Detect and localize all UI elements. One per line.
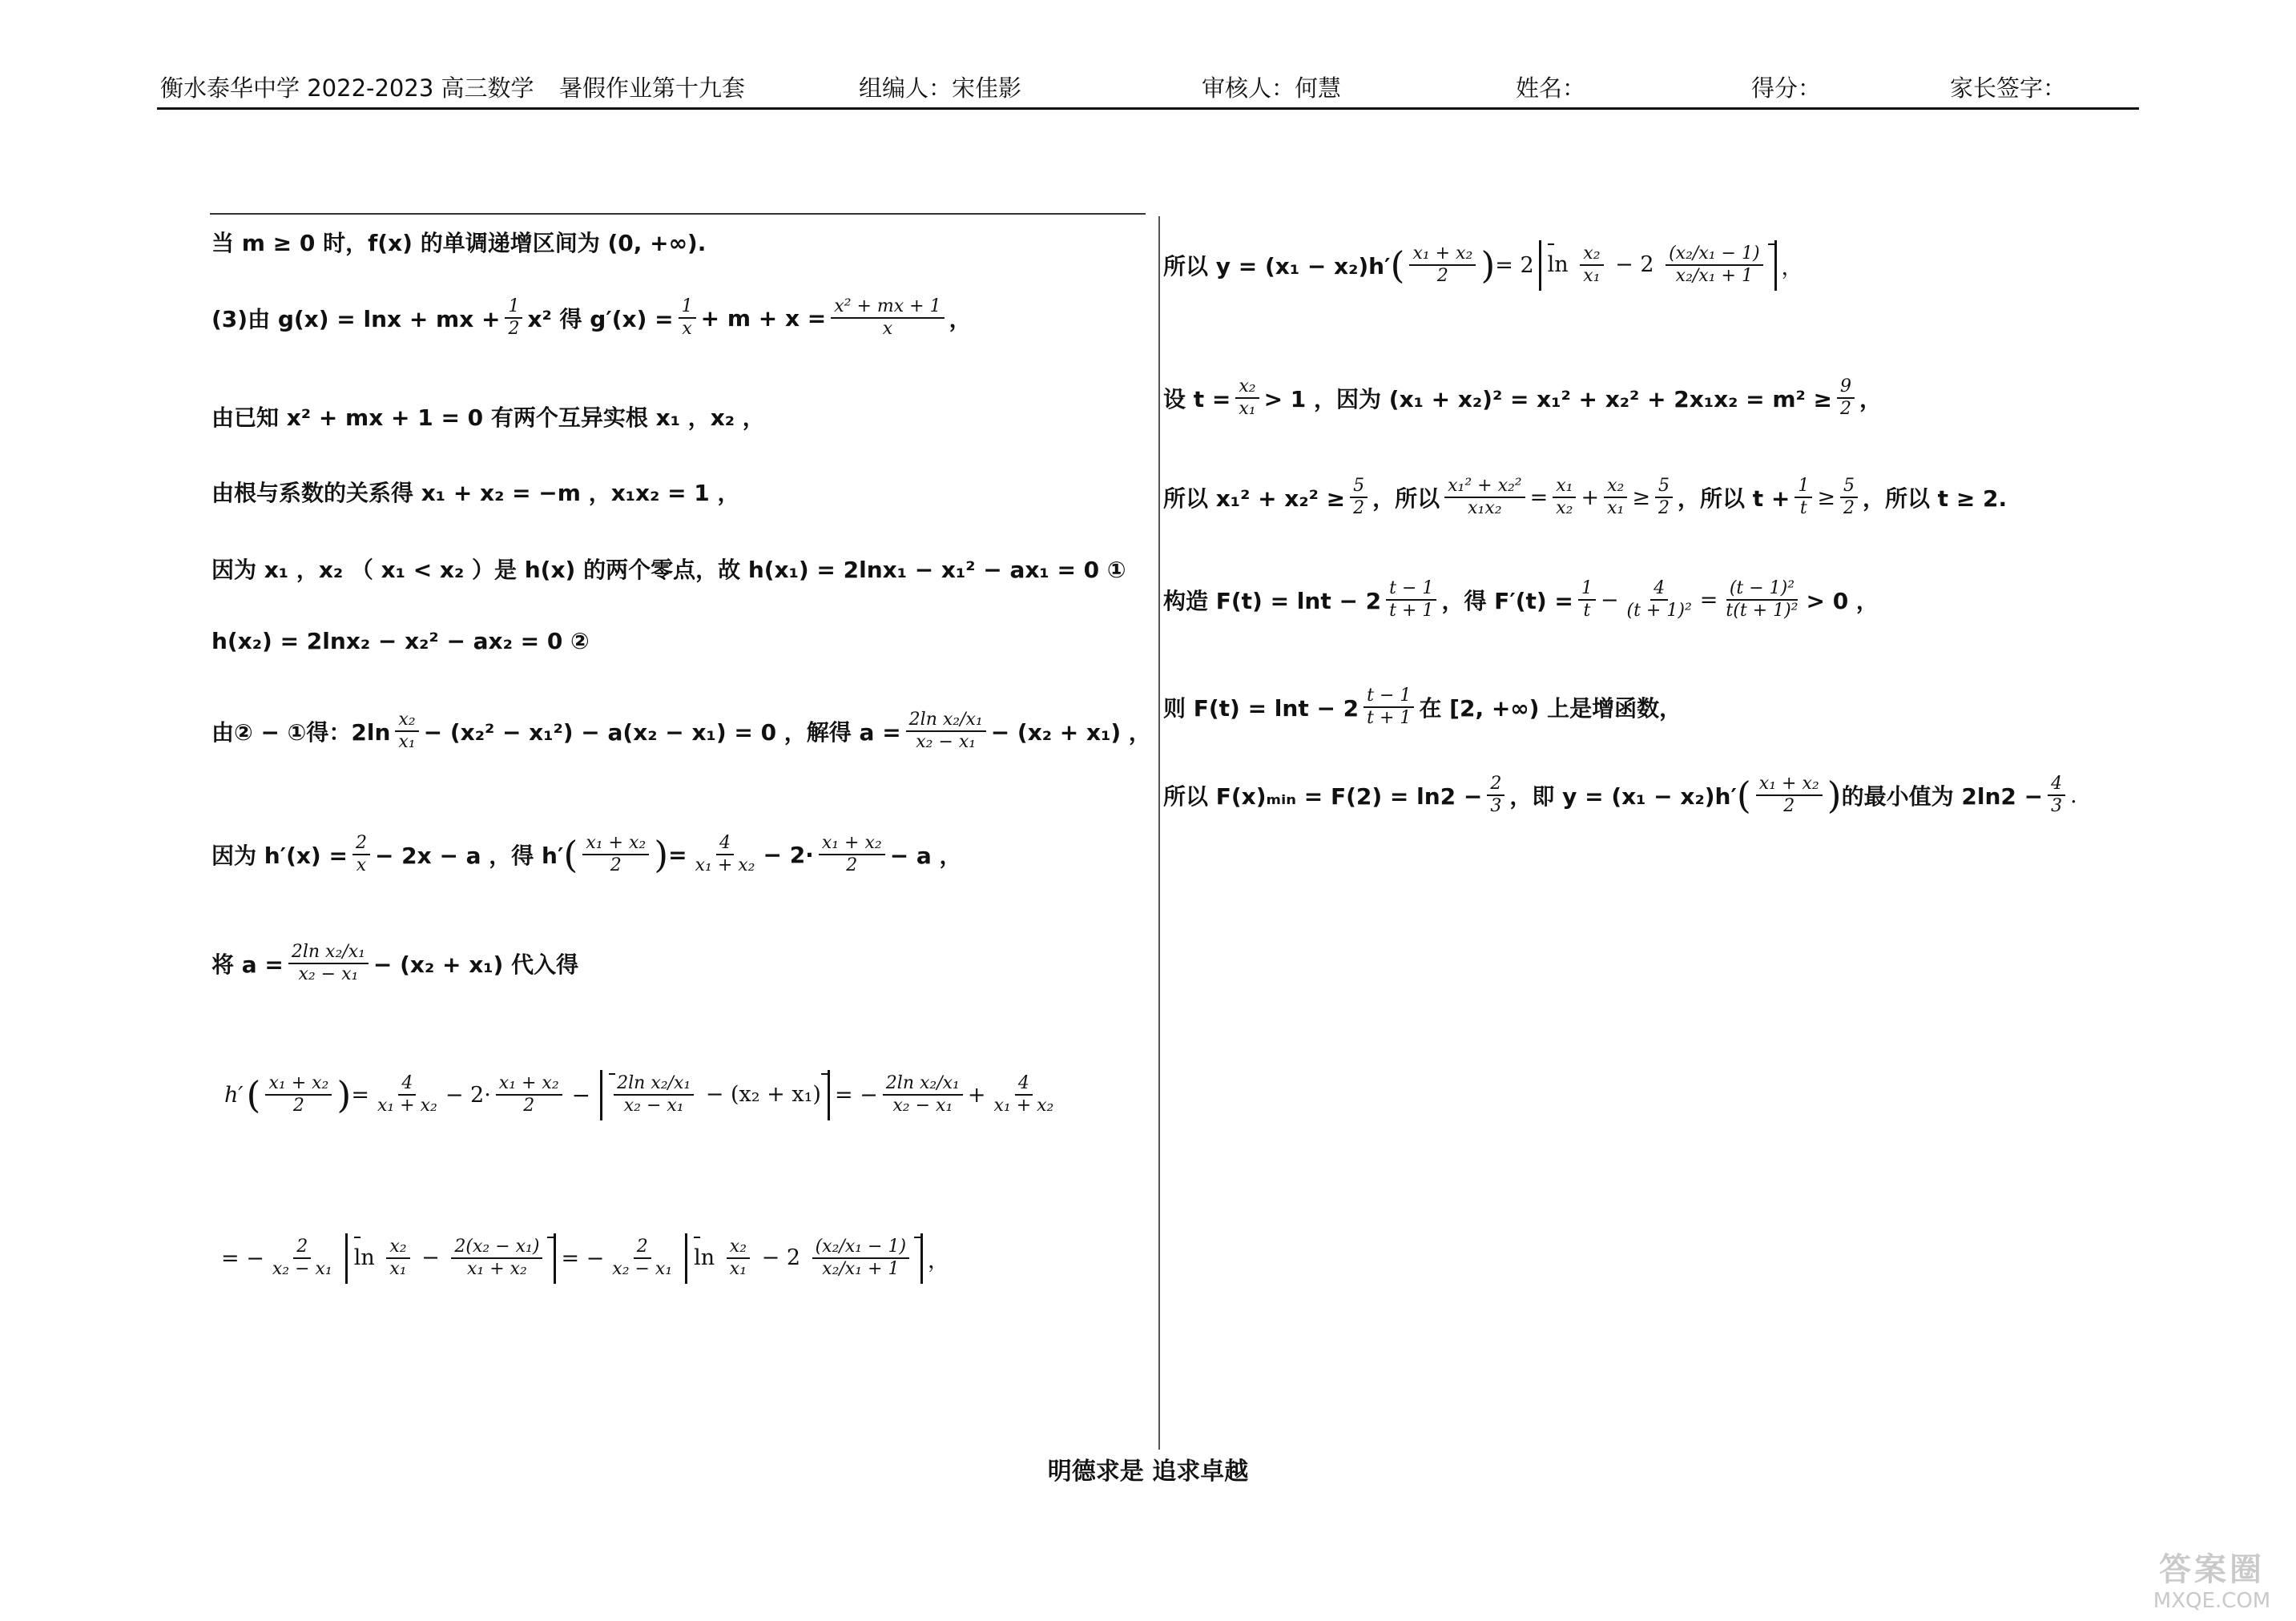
left-line-10: h′ ( $\frac{\text{x₁ + x₂}}{2}$ ) = $\frac{4}{\text{x₁ + x₂}}$ − 2· $\frac{\text{x₁ + x₂}}{2}$ − $\frac{\text{2ln x₂/x₁}}{\text{x₂ − x₁}}$ − (x₂ + x₁) = − $\frac{\text{2ln x₂/x₁}}{\text{x₂ − x₁}}$ + $\frac{4}{\text{x₁ + x₂}}$	[221, 1070, 1061, 1120]
header-editor: 组编人：宋佳影	[859, 74, 1022, 102]
right-line-6: 所以 F(x)ₘᵢₙ = F(2) = ln2 − $\frac{2}{3}$ ，即 y = (x₁ − x₂)h′ ( $\frac{\text{x₁ + x₂}}{2}$ ) 的最小值为 2ln2 − $\frac{4}{3}$ .	[1163, 774, 2077, 818]
left-line-1: 当 m ≥ 0 时，f(x) 的单调递增区间为 (0, +∞).	[211, 230, 707, 256]
site-watermark: 答案圈 MXQE.COM	[2153, 1551, 2271, 1613]
header-school: 衡水泰华中学 2022-2023 高三数学	[160, 74, 534, 102]
header-reviewer: 审核人：何慧	[1202, 74, 1342, 102]
right-line-4: 构造 F(t) = lnt − 2 $\frac{t - 1}{t + 1}$ ，得 F′(t) = $\frac{1}{t}$ − $\frac{4}{\text{(t + 1)²}}$ = $\frac{\text{(t − 1)²}}{\text{t(t + 1)²}}$ > 0 ，	[1163, 578, 1879, 621]
left-line-7: 由② − ①得：2ln $\frac{\text{x₂}}{\text{x₁}}$ − (x₂² − x₁²) − a(x₂ − x₁) = 0 ，解得 a = $\frac{\text{2ln x₂/x₁}}{\text{x₂ − x₁}}$ − (x₂ + x₁) ，	[211, 710, 1151, 753]
column-top-rule	[210, 213, 1146, 215]
right-line-5: 则 F(t) = lnt − 2 $\frac{t - 1}{t + 1}$ 在 [2, +∞) 上是增函数，	[1163, 686, 1682, 729]
header-name-label: 姓名：	[1516, 74, 1586, 102]
right-line-3: 所以 x₁² + x₂² ≥ $\frac{5}{2}$ ，所以 $\frac{\text{x₁² + x₂²}}{\text{x₁x₂}}$ = $\frac{\text{x₁}}{\text{x₂}}$ + $\frac{\text{x₂}}{\text{x₁}}$ ≥ $\frac{5}{2}$ ，所以 t + $\frac{1}{t}$ ≥ $\frac{5}{2}$ ，所以 t ≥ 2.	[1163, 476, 2008, 519]
left-line-11: = − $\frac{2}{\text{x₂ − x₁}}$ ln $\frac{\text{x₂}}{\text{x₁}}$ − $\frac{\text{2(x₂ − x₁)}}{\text{x₁ + x₂}}$ = − $\frac{2}{\text{x₂ − x₁}}$ ln $\frac{\text{x₂}}{\text{x₁}}$ − 2 $\frac{\text{(x₂/x₁ − 1)}}{\text{x₂/x₁ + 1}}$ ，	[221, 1233, 949, 1284]
header-parent-label: 家长签字：	[1950, 74, 2067, 102]
left-line-3: 由已知 x² + mx + 1 = 0 有两个互异实根 x₁ ，x₂ ，	[211, 404, 765, 431]
left-line-2: (3)由 g(x) = lnx + mx + $\frac{1}{2}$ x² 得 g′(x) = $\frac{1}{x}$ + m + x = $\frac{\text{x² + mx + 1}}{x}$ ，	[211, 296, 972, 340]
column-divider	[1158, 216, 1160, 1450]
header-title: 暑假作业第十九套	[559, 74, 746, 102]
right-line-2: 设 t = $\frac{\text{x₂}}{\text{x₁}}$ > 1 ，因为 (x₁ + x₂)² = x₁² + x₂² + 2x₁x₂ = m² ≥ $\frac{9}{2}$ ，	[1163, 376, 1883, 420]
left-line-4: 由根与系数的关系得 x₁ + x₂ = −m ，x₁x₂ = 1 ，	[211, 480, 740, 506]
frac-one-over-x: $\frac{1}{x}$	[679, 296, 696, 340]
left-line-8: 因为 h′(x) = $\frac{2}{x}$ − 2x − a ，得 h′ ( $\frac{\text{x₁ + x₂}}{2}$ ) = $\frac{4}{\text{x₁ + x₂}}$ − 2· $\frac{\text{x₁ + x₂}}{2}$ − a ，	[211, 833, 962, 877]
bracket-group: $\frac{\text{2ln x₂/x₁}}{\text{x₂ − x₁}}$ − (x₂ + x₁)	[600, 1070, 830, 1120]
frac-half: $\frac{1}{2}$	[505, 296, 522, 340]
header-score-label: 得分：	[1751, 74, 1822, 102]
left-line-6: h(x₂) = 2lnx₂ − x₂² − ax₂ = 0 ②	[211, 628, 590, 654]
frac-poly: $\frac{\text{x² + mx + 1}}{x}$	[831, 296, 944, 340]
left-line-5: 因为 x₁ ，x₂ （ x₁ < x₂ ）是 h(x) 的两个零点，故 h(x₁) = 2lnx₁ − x₁² − ax₁ = 0 ①	[211, 557, 1126, 583]
right-line-1: 所以 y = (x₁ − x₂)h′ ( $\frac{\text{x₁ + x₂}}{2}$ ) = 2 ln $\frac{\text{x₂}}{\text{x₁}}$ − 2 $\frac{\text{(x₂/x₁ − 1)}}{\text{x₂/x₁ + 1}}$ ，	[1163, 240, 1803, 291]
page-header	[157, 66, 2139, 110]
left-line-9: 将 a = $\frac{\text{2ln x₂/x₁}}{\text{x₂ − x₁}}$ − (x₂ + x₁) 代入得	[211, 942, 579, 985]
page-footer-motto: 明德求是 追求卓越	[1047, 1458, 1249, 1486]
